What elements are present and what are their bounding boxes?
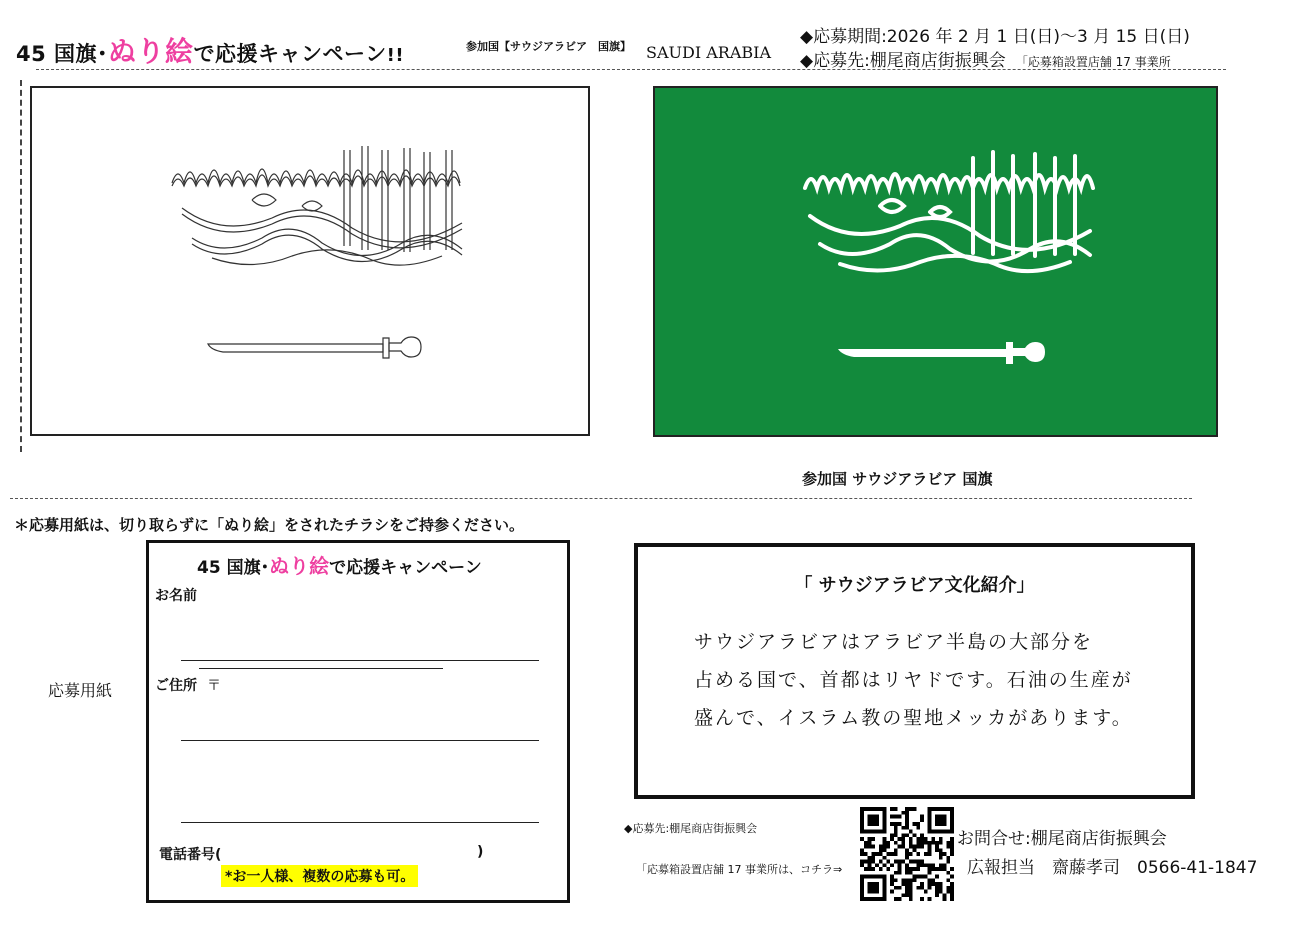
- phone-close-paren: ): [477, 844, 484, 860]
- application-destination: [800, 46, 1171, 71]
- name-label: お名前: [155, 588, 197, 604]
- qr-code[interactable]: [860, 807, 954, 901]
- name-field-underline: [199, 668, 443, 669]
- culture-line-1: サウジアラビアはアラビア半島の大部分を: [694, 631, 1094, 653]
- instruction-text: ＊応募用紙は、切り取らずに「ぬり絵」をされたチラシをご持参ください。: [14, 516, 525, 534]
- qr-code-image: [860, 807, 954, 901]
- phone-label: 電話番号(: [159, 847, 222, 863]
- contact-person: 広報担当 齋藤孝司 0566-41-1847: [967, 858, 1258, 878]
- sword-white: [838, 342, 1045, 364]
- title-pink-text: ぬり絵: [108, 35, 194, 68]
- form-title-prefix: 45 国旗･: [197, 558, 270, 578]
- destination-text: ◆応募先:棚尾商店街振興会: [800, 51, 1006, 71]
- sword-outline: [208, 337, 421, 358]
- flag-outline-drawing: [32, 88, 588, 434]
- culture-line-3: 盛んで、イスラム教の聖地メッカがあります。: [694, 707, 1133, 729]
- address-label-text: ご住所: [155, 678, 197, 694]
- culture-line-2: 占める国で、首都はリヤドです。石油の生産が: [694, 669, 1133, 691]
- culture-body: [694, 623, 1133, 737]
- saudi-flag-colored: [653, 86, 1218, 437]
- shahada-white: [805, 152, 1093, 271]
- country-name-english: SAUDI ARABIA: [646, 43, 772, 62]
- postal-mark: 〒: [207, 678, 221, 694]
- form-title-pink: ぬり絵: [269, 554, 330, 578]
- flag-color-drawing: [655, 88, 1216, 435]
- title-prefix: 45 国旗･: [16, 42, 109, 66]
- form-title-suffix: で応援キャンペーン: [329, 558, 482, 578]
- form-title: [197, 550, 482, 579]
- entry-form-label: 応募用紙: [48, 681, 113, 700]
- address-label: [155, 675, 221, 695]
- name-field[interactable]: [181, 660, 539, 661]
- title-suffix: で応援キャンペーン: [193, 42, 387, 66]
- culture-intro-box: [634, 543, 1195, 799]
- entry-form: [146, 540, 570, 903]
- cut-line-horizontal: [10, 498, 1192, 499]
- coloring-flag-outline: [30, 86, 590, 436]
- footer-qr-note: 「応募箱設置店舗 17 事業所は、コチラ⇒: [636, 863, 843, 876]
- multiple-entries-note: *お一人様、複数の応募も可。: [221, 865, 418, 887]
- header-divider: [36, 69, 1226, 70]
- flag-caption: 参加国 サウジアラビア 国旗: [802, 470, 993, 488]
- destination-note: 「応募箱設置店舗 17 事業所: [1015, 55, 1171, 69]
- shahada-outline: [172, 146, 462, 265]
- cut-line-vertical: [20, 80, 22, 452]
- application-period: ◆応募期間:2026 年 2 月 1 日(日)～3 月 15 日(日): [800, 27, 1190, 47]
- participating-country-note: 参加国【サウジアラビア 国旗】: [466, 40, 631, 53]
- contact-info: お問合せ:棚尾商店街振興会: [957, 829, 1167, 849]
- campaign-title: [16, 30, 404, 70]
- footer-destination: ◆応募先:棚尾商店街振興会: [624, 822, 758, 835]
- culture-title: 「 サウジアラビア文化紹介」: [794, 575, 1035, 596]
- address-field-line-2[interactable]: [181, 822, 539, 823]
- address-field-line-1[interactable]: [181, 740, 539, 741]
- title-exclamation: !!: [386, 45, 405, 66]
